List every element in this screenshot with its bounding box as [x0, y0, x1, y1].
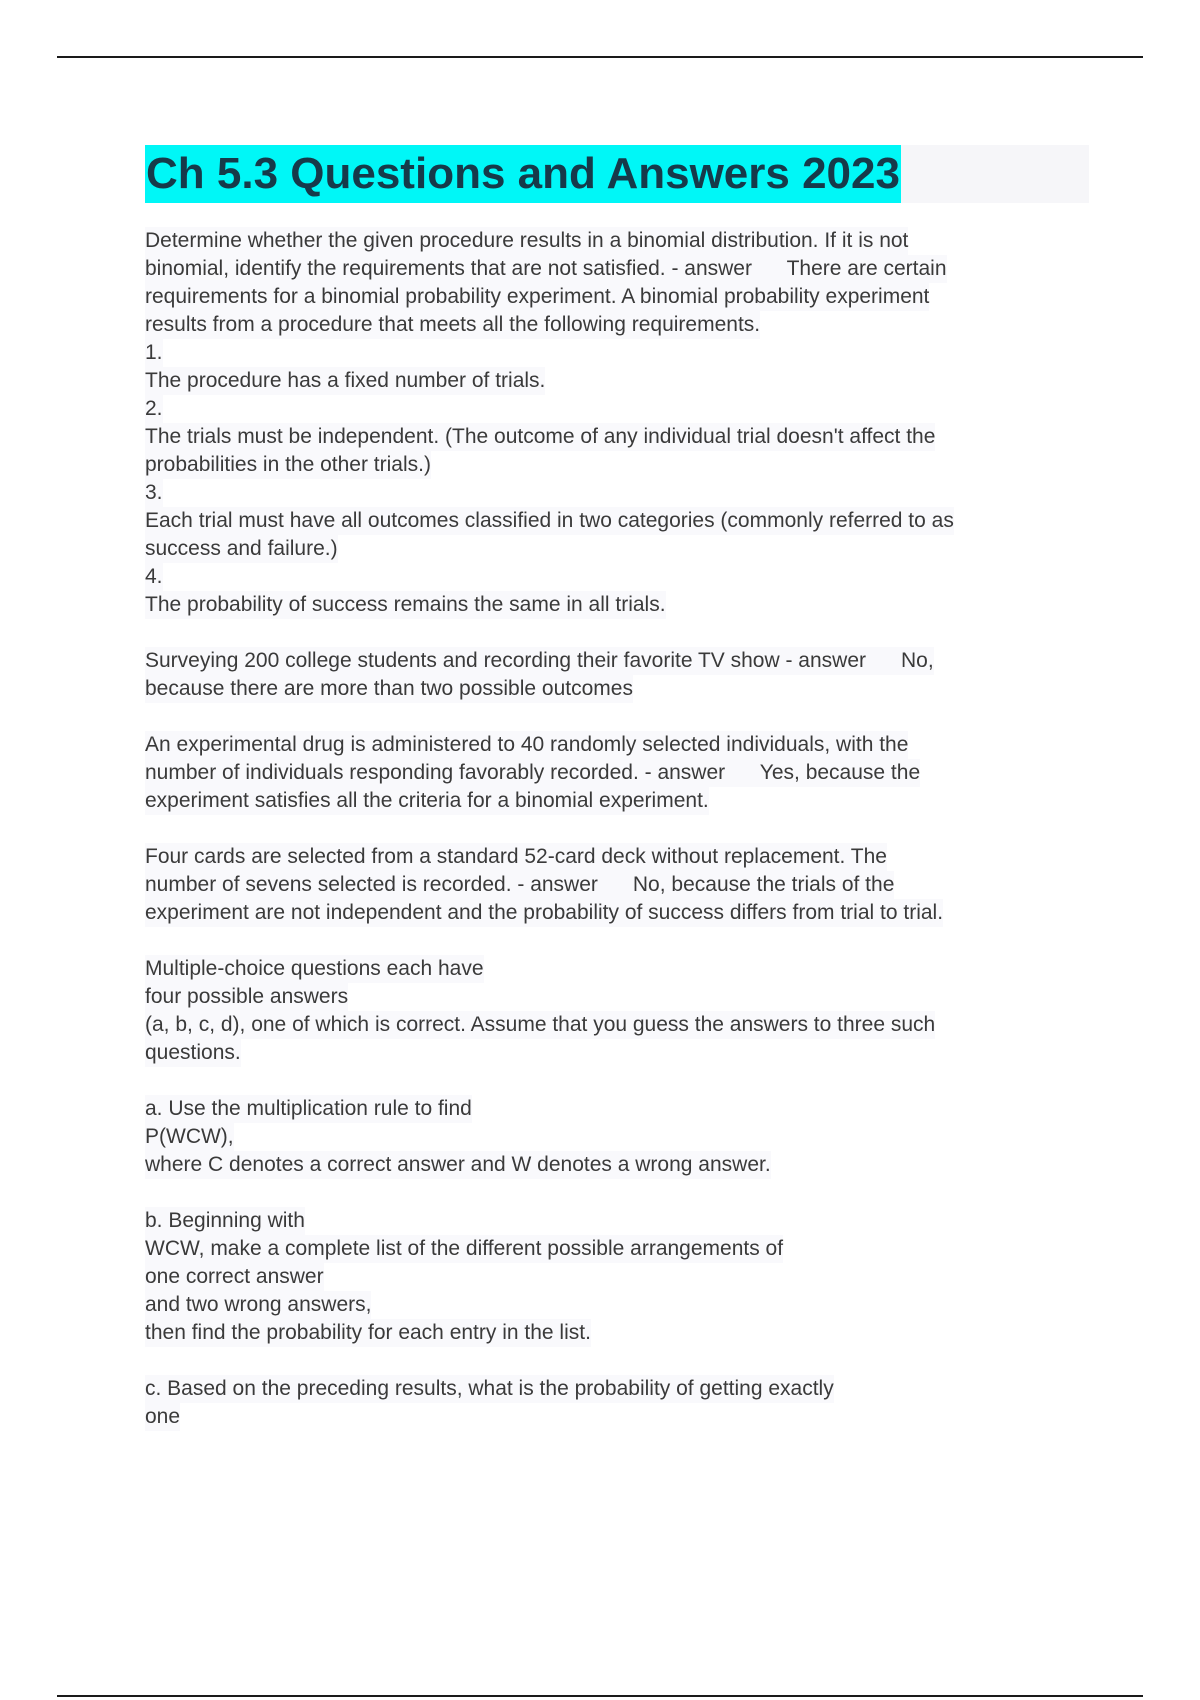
text-line: (a, b, c, d), one of which is correct. Assume that you guess the answers to three such	[145, 1011, 935, 1039]
text-line: Multiple-choice questions each have	[145, 955, 484, 983]
text-line: 3.	[145, 479, 163, 507]
paragraph-gap	[145, 927, 1085, 955]
qa-block	[145, 1207, 1085, 1347]
text-line: binomial, identify the requirements that are not satisfied. - answer There are certain	[145, 255, 947, 283]
text-line: four possible answers	[145, 983, 348, 1011]
paragraph-gap	[145, 1179, 1085, 1207]
text-line: where C denotes a correct answer and W denotes a wrong answer.	[145, 1151, 771, 1179]
text-line: P(WCW),	[145, 1123, 234, 1151]
text-line: results from a procedure that meets all the following requirements.	[145, 311, 760, 339]
text-line: number of sevens selected is recorded. - answer No, because the trials of the	[145, 871, 894, 899]
text-line: number of individuals responding favorably recorded. - answer Yes, because the	[145, 759, 920, 787]
text-line: b. Beginning with	[145, 1207, 305, 1235]
text-line: The trials must be independent. (The outcome of any individual trial doesn't affect the	[145, 423, 935, 451]
paragraph-gap	[145, 703, 1085, 731]
qa-block	[145, 1375, 1085, 1431]
text-line: Surveying 200 college students and recording their favorite TV show - answer No,	[145, 647, 934, 675]
qa-block	[145, 731, 1085, 815]
page-title: Ch 5.3 Questions and Answers 2023	[145, 145, 901, 203]
text-line: questions.	[145, 1039, 241, 1067]
text-line: because there are more than two possible outcomes	[145, 675, 633, 703]
text-line: requirements for a binomial probability experiment. A binomial probability experiment	[145, 283, 929, 311]
text-line: and two wrong answers,	[145, 1291, 371, 1319]
text-line: probabilities in the other trials.)	[145, 451, 431, 479]
text-line: experiment satisfies all the criteria for a binomial experiment.	[145, 787, 709, 815]
text-line: 1.	[145, 339, 163, 367]
header-rule	[57, 56, 1143, 58]
qa-block	[145, 955, 1085, 1067]
qa-block	[145, 647, 1085, 703]
text-line: The procedure has a fixed number of trials.	[145, 367, 545, 395]
qa-block	[145, 843, 1085, 927]
text-line: one	[145, 1403, 180, 1431]
paragraph-gap	[145, 815, 1085, 843]
paragraph-gap	[145, 619, 1085, 647]
text-line: 2.	[145, 395, 163, 423]
text-line: Four cards are selected from a standard 52-card deck without replacement. The	[145, 843, 887, 871]
text-line: a. Use the multiplication rule to find	[145, 1095, 472, 1123]
text-line: The probability of success remains the same in all trials.	[145, 591, 666, 619]
text-line: c. Based on the preceding results, what is the probability of getting exactly	[145, 1375, 834, 1403]
text-line: then find the probability for each entry in the list.	[145, 1319, 591, 1347]
text-line: one correct answer	[145, 1263, 324, 1291]
paragraph-gap	[145, 1347, 1085, 1375]
text-line: Each trial must have all outcomes classified in two categories (commonly referred to as	[145, 507, 954, 535]
qa-block	[145, 227, 1085, 619]
qa-block	[145, 1095, 1085, 1179]
text-line: An experimental drug is administered to 40 randomly selected individuals, with the	[145, 731, 908, 759]
text-line: Determine whether the given procedure results in a binomial distribution. If it is not	[145, 227, 908, 255]
text-line: WCW, make a complete list of the different possible arrangements of	[145, 1235, 783, 1263]
text-line: experiment are not independent and the probability of success differs from trial to trial.	[145, 899, 943, 927]
footer-rule	[57, 1695, 1143, 1697]
document-body	[145, 227, 1085, 1431]
text-line: success and failure.)	[145, 535, 338, 563]
paragraph-gap	[145, 1067, 1085, 1095]
text-line: 4.	[145, 563, 163, 591]
